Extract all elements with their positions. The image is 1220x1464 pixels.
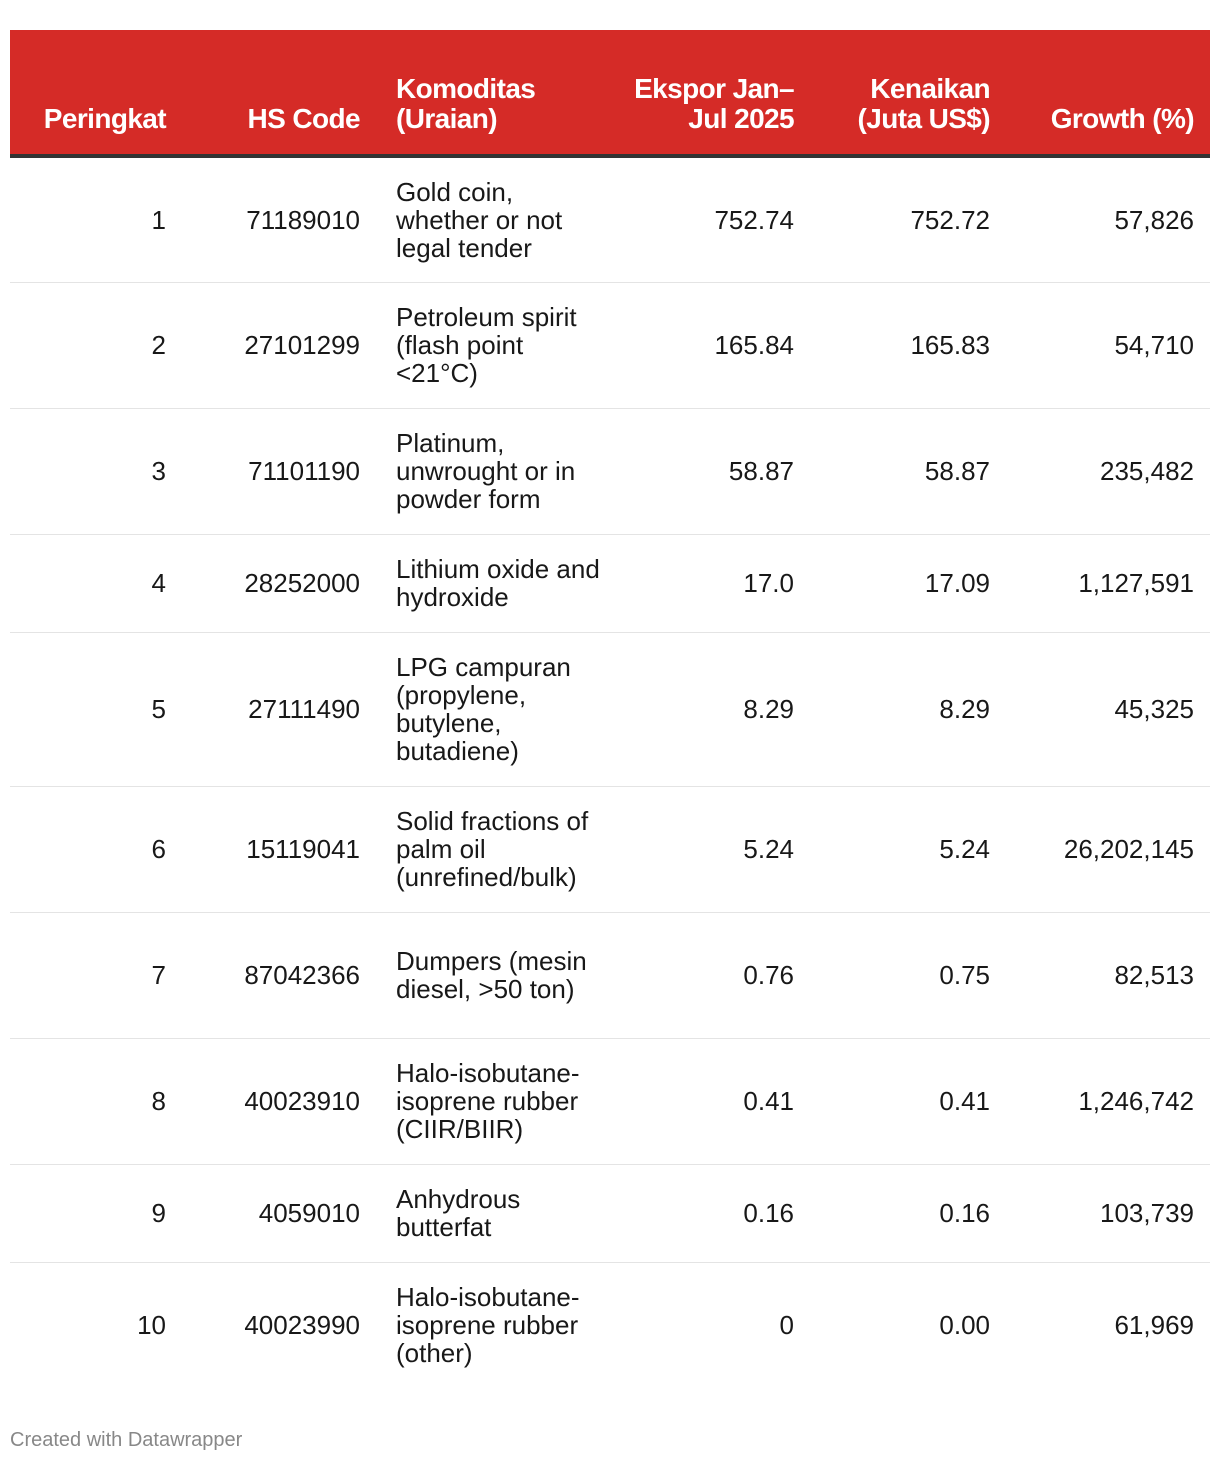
cell-ekspor: 58.87 — [614, 408, 810, 534]
cell-ekspor: 0.16 — [614, 1164, 810, 1262]
table-row — [10, 1164, 1210, 1262]
cell-ekspor: 5.24 — [614, 786, 810, 912]
cell-growth: 1,127,591 — [1006, 534, 1210, 632]
cell-kenaikan: 752.72 — [810, 156, 1006, 282]
table-row — [10, 534, 1210, 632]
cell-komoditas: Dumpers (mesin diesel, >50 ton) — [376, 912, 614, 1038]
cell-kenaikan: 5.24 — [810, 786, 1006, 912]
table-row — [10, 408, 1210, 534]
table-row — [10, 1038, 1210, 1164]
cell-ekspor: 165.84 — [614, 282, 810, 408]
header-kenaikan[interactable]: Kenaikan (Juta US$) — [810, 30, 1006, 156]
cell-growth: 1,246,742 — [1006, 1038, 1210, 1164]
cell-komoditas: Gold coin, whether or not legal tender — [376, 156, 614, 282]
cell-hs-code: 71189010 — [176, 156, 376, 282]
cell-growth: 54,710 — [1006, 282, 1210, 408]
cell-ekspor: 0 — [779, 1310, 794, 1341]
table-row — [10, 282, 1210, 408]
cell-rank: 8 — [10, 1038, 176, 1164]
cell-kenaikan: 0.75 — [810, 912, 1006, 1038]
cell-rank: 10 — [137, 1310, 166, 1341]
cell-rank: 4 — [10, 534, 176, 632]
table-row — [10, 1262, 1210, 1388]
cell-hs-code: 71101190 — [176, 408, 376, 534]
cell-komoditas: Solid fractions of palm oil (unrefined/bulk) — [376, 786, 614, 912]
cell-kenaikan: 58.87 — [810, 408, 1006, 534]
commodity-table — [10, 30, 1210, 1388]
cell-growth: 103,739 — [1006, 1164, 1210, 1262]
cell-growth: 57,826 — [1006, 156, 1210, 282]
cell-kenaikan: 8.29 — [810, 632, 1006, 786]
header-komoditas[interactable]: Komoditas (Uraian) — [376, 30, 614, 156]
table-row — [10, 912, 1210, 1038]
cell-hs-code: 87042366 — [176, 912, 376, 1038]
cell-komoditas: Lithium oxide and hydroxide — [376, 534, 614, 632]
cell-kenaikan: 17.09 — [810, 534, 1006, 632]
cell-komoditas: Anhydrous butterfat — [376, 1164, 614, 1262]
header-growth[interactable]: Growth (%) — [1006, 30, 1210, 156]
cell-ekspor: 0.76 — [614, 912, 810, 1038]
cell-komoditas: LPG campuran (propylene, butylene, butadiene) — [376, 632, 614, 786]
cell-growth: 45,325 — [1006, 632, 1210, 786]
table-row — [10, 156, 1210, 282]
cell-hs-code: 27101299 — [176, 282, 376, 408]
table-header — [10, 30, 1210, 156]
cell-rank: 6 — [10, 786, 176, 912]
data-table-container — [10, 30, 1210, 1388]
cell-kenaikan: 0.41 — [810, 1038, 1006, 1164]
cell-komoditas: Platinum, unwrought or in powder form — [376, 408, 614, 534]
cell-hs-code: 4059010 — [176, 1164, 376, 1262]
table-row — [10, 632, 1210, 786]
cell-rank: 3 — [10, 408, 176, 534]
table-body — [10, 156, 1210, 1388]
cell-rank: 2 — [10, 282, 176, 408]
table-row — [10, 786, 1210, 912]
cell-rank: 1 — [10, 156, 176, 282]
cell-growth: 26,202,145 — [1006, 786, 1210, 912]
header-row — [10, 30, 1210, 156]
cell-kenaikan: 0.16 — [810, 1164, 1006, 1262]
header-peringkat[interactable]: Peringkat — [10, 30, 176, 156]
cell-rank: 9 — [10, 1164, 176, 1262]
cell-kenaikan: 165.83 — [810, 282, 1006, 408]
cell-komoditas: Petroleum spirit (flash point <21°C) — [376, 282, 614, 408]
cell-komoditas: Halo-isobutane-isoprene rubber (other) — [396, 1282, 580, 1369]
cell-rank: 5 — [10, 632, 176, 786]
cell-ekspor: 0.41 — [614, 1038, 810, 1164]
cell-hs-code: 40023990 — [244, 1310, 360, 1341]
cell-growth: 61,969 — [1114, 1310, 1194, 1341]
cell-komoditas: Halo-isobutane-isoprene rubber (CIIR/BIIR) — [376, 1038, 614, 1164]
cell-hs-code: 40023910 — [176, 1038, 376, 1164]
cell-hs-code: 27111490 — [176, 632, 376, 786]
header-hs-code[interactable]: HS Code — [176, 30, 376, 156]
cell-kenaikan: 0.00 — [939, 1310, 990, 1341]
cell-rank: 7 — [10, 912, 176, 1038]
cell-ekspor: 752.74 — [614, 156, 810, 282]
cell-ekspor: 8.29 — [614, 632, 810, 786]
cell-hs-code: 28252000 — [176, 534, 376, 632]
cell-ekspor: 17.0 — [614, 534, 810, 632]
cell-hs-code: 15119041 — [176, 786, 376, 912]
cell-growth: 235,482 — [1006, 408, 1210, 534]
cell-growth: 82,513 — [1006, 912, 1210, 1038]
header-ekspor[interactable]: Ekspor Jan–Jul 2025 — [614, 30, 810, 156]
datawrapper-credit[interactable]: Created with Datawrapper — [10, 1429, 243, 1451]
